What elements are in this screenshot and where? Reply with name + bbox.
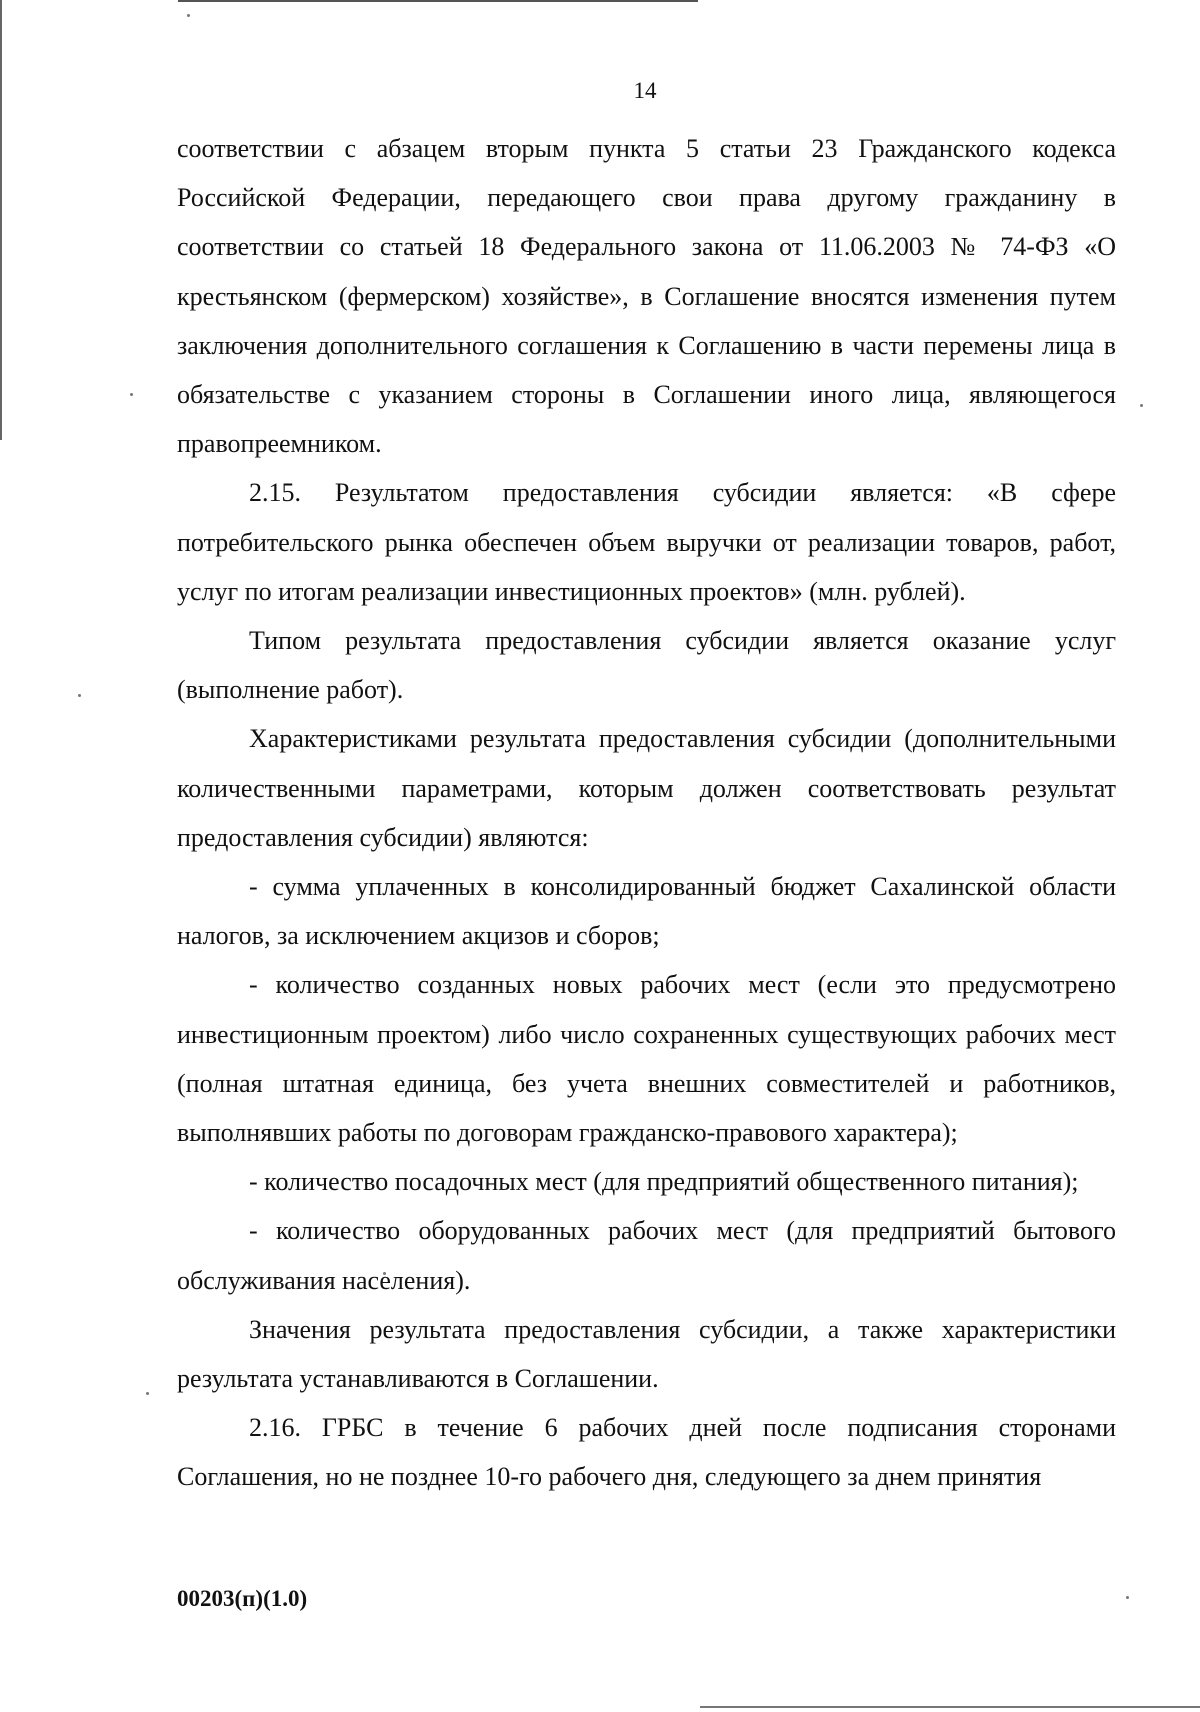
page-number: 14	[633, 78, 657, 103]
scan-speck	[78, 694, 81, 697]
paragraph-2-16: 2.16. ГРБС в течение 6 рабочих дней после подписания сторонами Соглашения, но не позднее 10-го рабочего дня, следующего за днем принятия	[177, 1413, 1116, 1492]
scan-border-bottom	[700, 1706, 1200, 1708]
document-body	[177, 124, 1116, 1502]
list-item-seats: - количество посадочных мест (для предприятий общественного питания);	[249, 1167, 1079, 1197]
document-code: 00203(п)(1.0)	[177, 1586, 308, 1611]
scan-edge-left	[0, 0, 2, 440]
paragraph-characteristics: Характеристиками результата предоставления субсидии (дополнительными количественными параметрами, которым должен соответствовать результат предоставления субсидии) являются:	[177, 724, 1116, 852]
list-item-workplaces: - количество созданных новых рабочих мест (если это предусмотрено инвестиционным проектом) либо число сохраненных существующих рабочих мест (полная штатная единица, без учета внешних совместителей и работников, выполнявших работы по договорам гражданско-правового характера);	[177, 970, 1116, 1148]
scan-speck	[1126, 1596, 1129, 1599]
scan-speck	[130, 393, 133, 396]
paragraph-continuation: соответствии с абзацем вторым пункта 5 статьи 23 Гражданского кодекса Российской Федерации, передающего свои права другому гражданину в соответствии со статьей 18 Федерального закона от 11.06.2003 № 74-ФЗ «О крестьянском (фермерском) хозяйстве», в Соглашение вносятся изменения путем заключения дополнительного соглашения к Соглашению в части перемены лица в обязательстве с указанием стороны в Соглашении иного лица, являющегося правопреемником.	[177, 134, 1116, 459]
scan-speck	[1140, 404, 1143, 407]
scan-border-top	[178, 0, 698, 2]
scan-speck	[187, 14, 190, 17]
list-item-taxes: - сумма уплаченных в консолидированный бюджет Сахалинской области налогов, за исключением акцизов и сборов;	[177, 872, 1116, 951]
list-item-equipped-workplaces: - количество оборудованных рабочих мест (для предприятий бытового обслуживания населения).	[177, 1216, 1116, 1295]
paragraph-2-15: 2.15. Результатом предоставления субсидии является: «В сфере потребительского рынка обеспечен объем выручки от реализации товаров, работ, услуг по итогам реализации инвестиционных проектов» (млн. рублей).	[177, 478, 1116, 606]
paragraph-result-type: Типом результата предоставления субсидии является оказание услуг (выполнение работ).	[177, 626, 1116, 705]
scan-speck	[146, 1392, 149, 1395]
paragraph-values: Значения результата предоставления субсидии, а также характеристики результата устанавливаются в Соглашении.	[177, 1314, 1116, 1394]
